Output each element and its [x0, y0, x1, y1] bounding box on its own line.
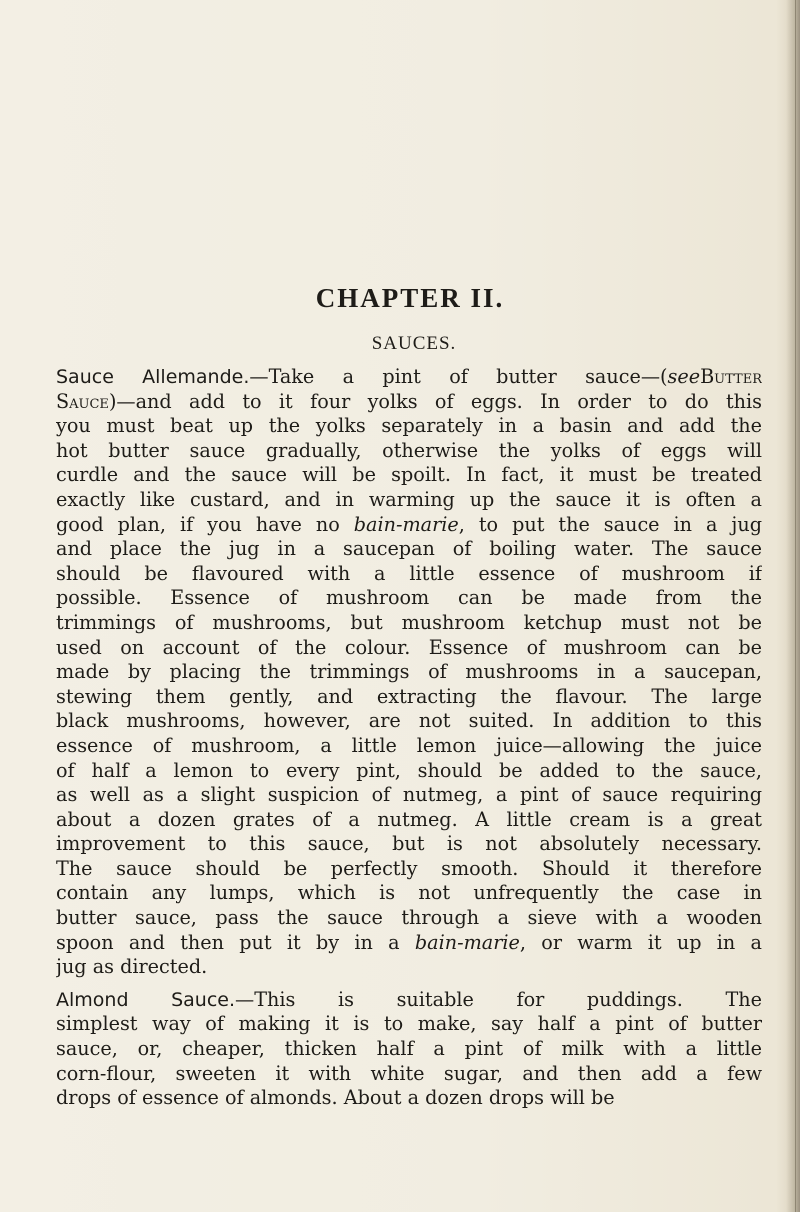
text-line — [56, 1086, 762, 1111]
text-line — [56, 832, 762, 857]
recipe-heading: Almond Sauce. — [56, 988, 236, 1011]
text-line — [56, 537, 762, 562]
text-line — [56, 709, 762, 734]
paragraph-gap — [56, 980, 762, 988]
text-run: you must beat up the yolks separately in a basin and add the — [56, 414, 762, 438]
recipe-heading: Sauce Allemande. — [56, 366, 250, 388]
text-line — [56, 390, 762, 415]
text-run: )—and add to it four yolks of eggs. In order to do this — [108, 389, 762, 413]
text-run: possible. Essence of mushroom can be made from the — [56, 586, 762, 610]
text-line — [56, 488, 762, 513]
text-line — [56, 439, 762, 464]
text-line — [56, 685, 762, 710]
text-run: improvement to this sauce, but is not absolutely necessary. — [56, 832, 762, 856]
text-run: curdle and the sauce will be spoilt. In fact, it must be treated — [56, 463, 762, 487]
text-line — [56, 931, 762, 956]
text-line — [56, 759, 762, 784]
text-line — [56, 988, 762, 1013]
section-title: SAUCES. — [371, 333, 457, 354]
text-run: good plan, if you have no — [56, 512, 354, 536]
page-edge-line — [795, 0, 796, 1212]
text-line — [56, 734, 762, 759]
text-run: The sauce should be perfectly smooth. Should it therefore — [56, 856, 762, 880]
text-run: of half a lemon to every pint, should be added to the sauce, — [56, 758, 762, 782]
text-line — [56, 857, 762, 882]
text-line — [56, 611, 762, 636]
text-run: contain any lumps, which is not unfrequently the case in — [56, 881, 762, 905]
text-run: —Take a pint of butter sauce—( — [249, 365, 668, 388]
text-run: see — [667, 365, 701, 388]
recipe-body — [56, 365, 762, 1111]
text-run: sauce, or, cheaper, thicken half a pint of milk with a little — [56, 1037, 762, 1061]
text-line — [56, 783, 762, 808]
text-run: drops of essence of almonds. About a dozen drops will be — [56, 1086, 615, 1110]
text-run: used on account of the colour. Essence of mushroom can be — [56, 635, 762, 659]
text-line — [56, 1062, 762, 1087]
text-line — [56, 881, 762, 906]
text-run: Sauce — [56, 389, 109, 413]
text-run: , to put the sauce in a jug — [458, 512, 762, 536]
page-edge-shadow — [786, 0, 800, 1212]
recipe-entry-allemande — [56, 365, 762, 980]
text-run: black mushrooms, however, are not suited. In addition to this — [56, 709, 762, 733]
text-run: , or warm it up in a — [519, 930, 762, 954]
text-run: jug as directed. — [56, 955, 208, 979]
text-line — [56, 562, 762, 587]
text-line — [56, 955, 762, 980]
text-line — [56, 1012, 762, 1037]
text-run: about a dozen grates of a nutmeg. A little cream is a great — [56, 807, 762, 831]
recipe-entry-almond — [56, 988, 762, 1111]
text-run: trimmings of mushrooms, but mushroom ketchup must not be — [56, 610, 762, 634]
text-run: —This is suitable for puddings. The — [235, 987, 762, 1011]
text-run: hot butter sauce gradually, otherwise the yolks of eggs will — [56, 438, 762, 462]
text-run: simplest way of making it is to make, say half a pint of butter — [56, 1012, 762, 1036]
text-run: bain-marie — [353, 512, 459, 536]
text-run: butter sauce, pass the sauce through a sieve with a wooden — [56, 906, 762, 930]
text-line — [56, 414, 762, 439]
text-run: stewing them gently, and extracting the flavour. The large — [56, 684, 762, 708]
text-line — [56, 906, 762, 931]
text-run: Butter — [700, 365, 762, 388]
text-run: and place the jug in a saucepan of boiling water. The sauce — [56, 537, 762, 561]
text-run: exactly like custard, and in warming up the sauce it is often a — [56, 487, 762, 511]
text-run: essence of mushroom, a little lemon juice—allowing the juice — [56, 733, 762, 757]
text-line — [56, 808, 762, 833]
text-run: spoon and then put it by in a — [56, 930, 415, 954]
text-line — [56, 636, 762, 661]
text-run: should be flavoured with a little essence of mushroom if — [56, 561, 762, 585]
text-line — [56, 586, 762, 611]
text-run: as well as a slight suspicion of nutmeg, a pint of sauce requiring — [56, 783, 762, 807]
text-run: corn-flour, sweeten it with white sugar, and then add a few — [56, 1061, 762, 1085]
text-run: bain-marie — [414, 930, 520, 954]
text-line — [56, 513, 762, 538]
text-run: made by placing the trimmings of mushrooms in a saucepan, — [56, 660, 762, 684]
text-line — [56, 463, 762, 488]
text-line — [56, 365, 762, 390]
text-line — [56, 660, 762, 685]
chapter-title: CHAPTER II. — [315, 283, 505, 313]
text-line — [56, 1037, 762, 1062]
